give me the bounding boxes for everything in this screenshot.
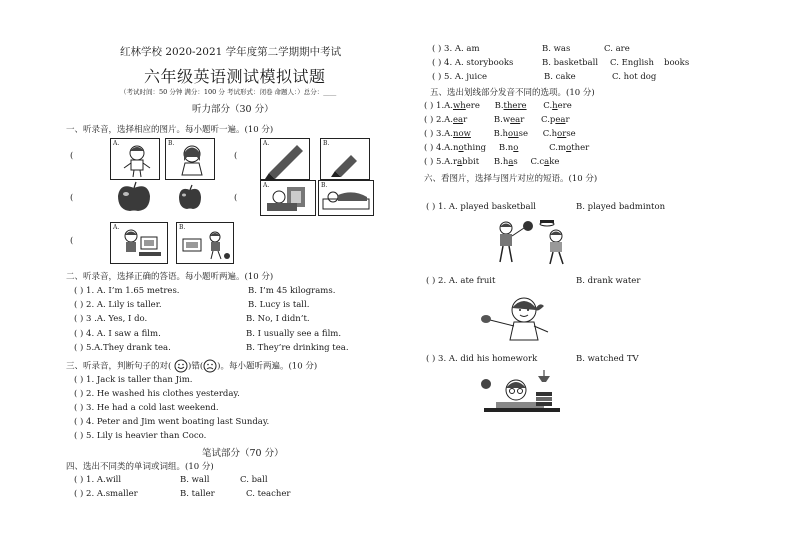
s2-heading: 二、听录音，选择正确的答语。每小题听两遍。(10 分): [66, 272, 274, 282]
s4-q4-d: books: [664, 58, 690, 68]
s1-pic-3a: A.: [110, 222, 168, 264]
s5-q1: ( ) 1.A.where B.there C.here: [424, 101, 572, 111]
s4-q5-c: C. hot dog: [612, 72, 657, 82]
small-apple-icon: [172, 182, 208, 212]
s4-q3-c: C. are: [604, 44, 630, 54]
s5-q4: ( ) 4.A.nothing B.no C.mother: [424, 143, 590, 153]
boy-computer-icon: [111, 223, 167, 263]
listening-part-title: 听力部分（30 分）: [192, 104, 274, 115]
s6-q3-b: B. watched TV: [576, 354, 639, 364]
s6-pic-1: [484, 216, 580, 266]
s2-q5: ( ) 5.A.They drank tea.: [74, 343, 171, 353]
s4-q3: ( ) 3. A. am: [432, 44, 480, 54]
s1-pic-1b: B.: [165, 138, 215, 180]
s2-q4: ( ) 4. A. I saw a film.: [74, 329, 161, 339]
s4-q4-c: C. English: [610, 58, 654, 68]
s4-q3-b: B. was: [542, 44, 571, 54]
s4-q1: ( ) 1. A.will: [74, 475, 122, 485]
s2-q3-b: B. No, I didn’t.: [246, 314, 310, 324]
big-apple-icon: [110, 180, 158, 214]
s1-heading: 一、听录音，选择相应的图片。每小题听一遍。(10 分): [66, 125, 274, 135]
s6-heading: 六、看图片，选择与图片对应的短语。(10 分): [424, 174, 598, 184]
s5-heading: 五、选出划线部分发音不同的选项。(10 分): [430, 88, 595, 98]
s1-pic-4a: A.: [260, 138, 310, 180]
s4-q1-c: C. ball: [240, 475, 268, 485]
boy-homework-icon: [476, 370, 566, 418]
s2-q2: ( ) 2. A. Lily is taller.: [74, 300, 162, 310]
s6-q1-b: B. played badminton: [576, 202, 666, 212]
s1-pic-4b: B.: [320, 138, 370, 180]
smile-face-icon: [174, 359, 188, 373]
s2-q5-b: B. They’re drinking tea.: [246, 343, 349, 353]
s4-heading: 四、选出不同类的单词或词组。(10 分): [66, 462, 214, 472]
s3-q3: ( ) 3. He had a cold last weekend.: [74, 403, 219, 413]
s4-q4: ( ) 4. A. storybooks: [432, 58, 514, 68]
s2-q3: ( ) 3 .A. Yes, I do.: [74, 314, 148, 324]
s6-q2-b: B. drank water: [576, 276, 641, 286]
s1-paren-1: (: [70, 151, 74, 161]
s1-paren-5: (: [234, 193, 238, 203]
boy-playing-icon: [177, 223, 233, 263]
s1-paren-4: (: [234, 151, 238, 161]
s6-q2: ( ) 2. A. ate fruit: [426, 276, 496, 286]
s4-q2-b: B. taller: [180, 489, 215, 499]
school-line: 红林学校 2020-2021 学年度第二学期期中考试: [120, 46, 342, 58]
exam-info: （考试时间：50 分钟 满分：100 分 考试形式：闭卷 命题人：）总分：____: [120, 88, 337, 96]
s4-q5-b: B. cake: [544, 72, 576, 82]
s4-q5: ( ) 5. A. juice: [432, 72, 488, 82]
s3-q5: ( ) 5. Lily is heavier than Coco.: [74, 431, 207, 441]
s1-pic-2b: [172, 182, 208, 212]
s4-q2-c: C. teacher: [246, 489, 291, 499]
s3-heading: 三、听录音，判断句子的对( )错( )。每小题听两遍。(10 分): [66, 359, 317, 373]
s2-q2-b: B. Lucy is tall.: [248, 300, 310, 310]
s4-q2: ( ) 2. A.smaller: [74, 489, 138, 499]
paper-title: 六年级英语测试模拟试题: [144, 67, 326, 86]
s1-pic-3b: B.: [176, 222, 234, 264]
writing-part-title: 笔试部分（70 分）: [202, 448, 284, 459]
s2-q1-b: B. I’m 45 kilograms.: [248, 286, 336, 296]
s1-paren-3: (: [70, 236, 74, 246]
s1-pic-5b: B.: [318, 180, 374, 216]
s5-q5: ( ) 5.A.rabbit B.has C.cake: [424, 157, 560, 167]
basketball-players-icon: [484, 216, 580, 266]
s3-q4: ( ) 4. Peter and Jim went boating last Sunday.: [74, 417, 270, 427]
s3-q1: ( ) 1. Jack is taller than Jim.: [74, 375, 193, 385]
s6-pic-2: [478, 294, 568, 344]
s1-pic-1a: A.: [110, 138, 160, 180]
s6-q3: ( ) 3. A. did his homework: [426, 354, 538, 364]
s2-q4-b: B. I usually see a film.: [246, 329, 342, 339]
s4-q4-b: B. basketball: [542, 58, 599, 68]
s5-q3: ( ) 3.A.now B.house C.horse: [424, 129, 576, 139]
s3-q2: ( ) 2. He washed his clothes yesterday.: [74, 389, 240, 399]
s6-q1: ( ) 1. A. played basketball: [426, 202, 537, 212]
s6-pic-3: [476, 370, 566, 418]
s4-q1-b: B. wall: [180, 475, 210, 485]
s1-pic-5a: A.: [260, 180, 316, 216]
girl-eating-fruit-icon: [478, 294, 568, 344]
s1-paren-2: (: [70, 193, 74, 203]
s1-pic-2a: [110, 180, 158, 214]
s2-q1: ( ) 1. A. I’m 1.65 metres.: [74, 286, 180, 296]
s5-q2: ( ) 2.A.ear B.wear C.pear: [424, 115, 570, 125]
sad-face-icon: [203, 359, 217, 373]
